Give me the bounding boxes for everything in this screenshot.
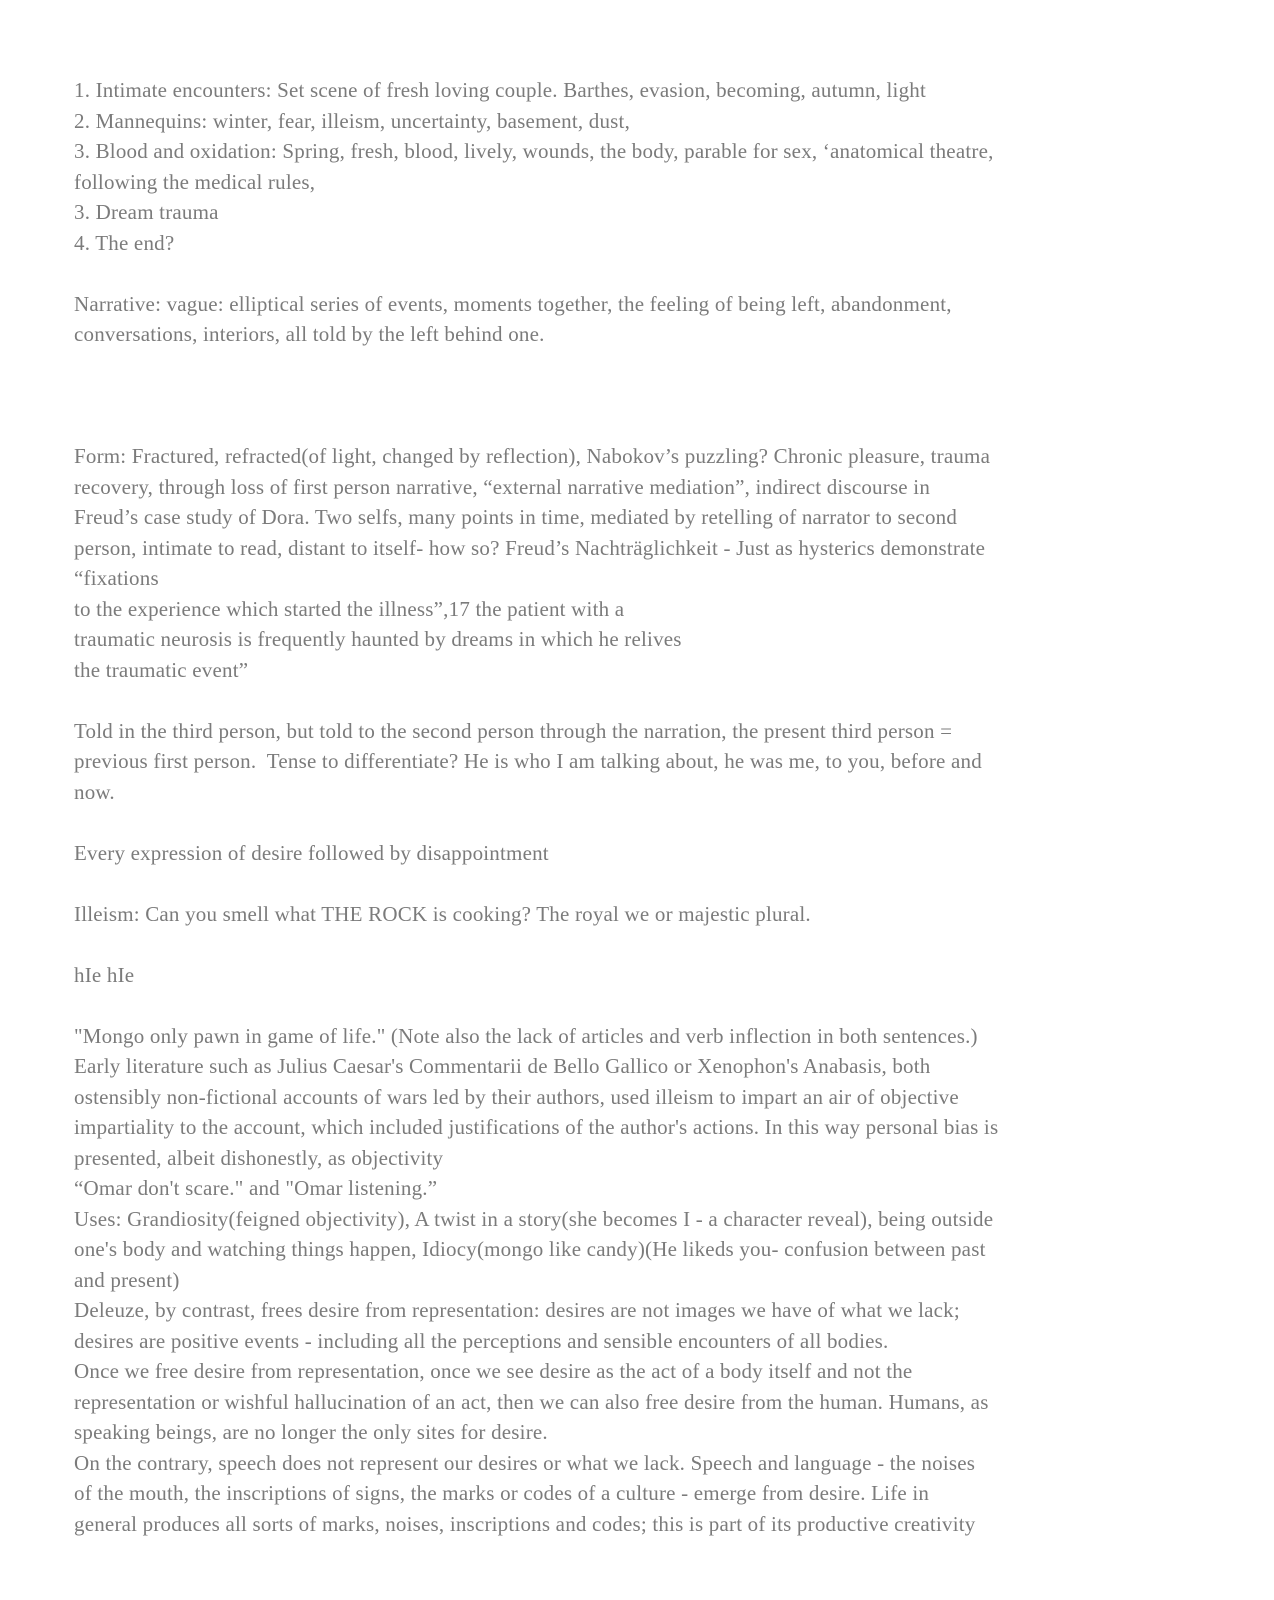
text-line: one's body and watching things happen, Idiocy(mongo like candy)(He likeds you- confusion between past (74, 1237, 986, 1261)
form-note (74, 441, 1210, 685)
text-line: Once we free desire from representation, once we see desire as the act of a body itself and not the (74, 1359, 913, 1383)
text-line: presented, albeit dishonestly, as objectivity (74, 1145, 444, 1170)
text-line: Uses: Grandiosity(feigned objectivity), A twist in a story(she becomes I - a character reveal), being outside (74, 1206, 994, 1231)
text-line: and present) (74, 1267, 180, 1292)
text-line: 1. Intimate encounters: Set scene of fresh loving couple. Barthes, evasion, becoming, autumn, light (74, 78, 927, 102)
text-line: Form: Fractured, refracted(of light, changed by reflection), Nabokov’s puzzling? Chronic pleasure, trauma (74, 444, 991, 468)
told-in-third-person-note (74, 716, 1210, 808)
text-line: previous first person. Tense to differentiate? He is who I am talking about, he was me, to you, before and (74, 749, 982, 773)
text-line: Deleuze, by contrast, frees desire from representation: desires are not images we have of what we lack; (74, 1298, 960, 1322)
text-line: impartiality to the account, which included justifications of the author's actions. In this way personal bias is (74, 1115, 999, 1139)
text-line: “fixations (74, 566, 159, 590)
text-line: 4. The end? (74, 230, 175, 255)
desire-note (74, 838, 1210, 869)
hie-note (74, 960, 1210, 991)
illeism-excerpt (74, 1021, 1210, 1540)
text-line: Told in the third person, but told to the second person through the narration, the present third person = (74, 718, 953, 743)
text-line: the traumatic event” (74, 657, 249, 682)
text-line: Every expression of desire followed by disappointment (74, 840, 549, 865)
text-line: desires are positive events - including all the perceptions and sensible encounters of all bodies. (74, 1328, 889, 1353)
text-line: "Mongo only pawn in game of life." (Note also the lack of articles and verb inflection in both sentences.) (74, 1023, 978, 1048)
text-line: Early literature such as Julius Caesar's Commentarii de Bello Gallico or Xenophon's Anabasis, both (74, 1054, 931, 1078)
text-line: recovery, through loss of first person narrative, “external narrative mediation”, indirect discourse in (74, 474, 931, 499)
text-line: following the medical rules, (74, 169, 316, 194)
text-line: general produces all sorts of marks, noises, inscriptions and codes; this is part of its productive creativity (74, 1511, 976, 1536)
illeism-note (74, 899, 1210, 930)
outline-list (74, 75, 1210, 258)
text-line: Illeism: Can you smell what THE ROCK is cooking? The royal we or majestic plural. (74, 901, 811, 926)
text-line: person, intimate to read, distant to itself- how so? Freud’s Nachträglichkeit - Just as hysterics demonstrate (74, 535, 986, 560)
text-line: 3. Blood and oxidation: Spring, fresh, blood, lively, wounds, the body, parable for sex, ‘anatomical theatre, (74, 139, 994, 163)
text-line: now. (74, 779, 115, 804)
text-line: 2. Mannequins: winter, fear, illeism, uncertainty, basement, dust, (74, 108, 631, 133)
text-line: to the experience which started the illness”,17 the patient with a (74, 596, 625, 621)
text-line: hIe hIe (74, 962, 135, 987)
text-line: Freud’s case study of Dora. Two selfs, many points in time, mediated by retelling of narrator to second (74, 505, 958, 529)
text-line: of the mouth, the inscriptions of signs, the marks or codes of a culture - emerge from desire. Life in (74, 1481, 930, 1505)
text-line: “Omar don't scare." and "Omar listening.” (74, 1176, 438, 1200)
text-line: ostensibly non-fictional accounts of wars led by their authors, used illeism to impart an air of objective (74, 1084, 959, 1109)
narrative-note (74, 289, 1210, 350)
text-line: On the contrary, speech does not represent our desires or what we lack. Speech and language - the noises (74, 1450, 976, 1475)
text-line: speaking beings, are no longer the only sites for desire. (74, 1420, 548, 1444)
text-line: representation or wishful hallucination of an act, then we can also free desire from the human. Humans, as (74, 1389, 989, 1414)
text-line: 3. Dream trauma (74, 200, 219, 224)
text-line: traumatic neurosis is frequently haunted by dreams in which he relives (74, 627, 682, 651)
text-line: Narrative: vague: elliptical series of events, moments together, the feeling of being left, abandonment, (74, 291, 952, 316)
text-line: conversations, interiors, all told by the left behind one. (74, 322, 545, 346)
